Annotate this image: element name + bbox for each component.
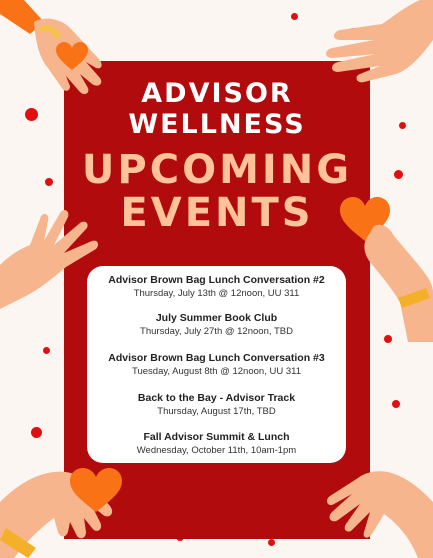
event-item [87, 352, 346, 378]
hand-icon [318, 462, 433, 558]
event-item [87, 312, 346, 338]
heart-icon [56, 42, 88, 72]
hand-icon [310, 0, 433, 95]
event-name: Fall Advisor Summit & Lunch [143, 431, 290, 443]
subtitle-line-1: UPCOMING [81, 147, 353, 193]
event-date: Thursday, July 13th @ 12noon, UU 311 [133, 288, 300, 299]
hand-icon [0, 205, 110, 345]
event-name: Back to the Bay - Advisor Track [137, 392, 296, 404]
heart-icon [70, 468, 122, 514]
event-name: July Summer Book Club [155, 312, 278, 324]
decor-dot [291, 13, 298, 20]
title-line-1: ADVISOR [141, 78, 293, 109]
event-item [87, 431, 346, 457]
decor-dot [399, 122, 406, 129]
event-date: Tuesday, August 8th @ 12noon, UU 311 [132, 366, 301, 377]
decor-dot [43, 347, 50, 354]
events-card [87, 266, 346, 463]
decor-dot [392, 400, 400, 408]
event-name: Advisor Brown Bag Lunch Conversation #3 [108, 352, 325, 364]
event-item [87, 274, 346, 300]
event-date: Thursday, July 27th @ 12noon, TBD [140, 326, 293, 337]
event-name: Advisor Brown Bag Lunch Conversation #2 [108, 274, 325, 286]
subtitle-line-2: EVENTS [120, 190, 314, 236]
hand-icon [360, 222, 433, 342]
event-date: Thursday, August 17th, TBD [157, 406, 276, 417]
decor-dot [394, 170, 403, 179]
decor-dot [31, 427, 42, 438]
event-item [87, 392, 346, 418]
decor-dot [45, 178, 53, 186]
event-date: Wednesday, October 11th, 10am-1pm [136, 445, 297, 456]
title-line-2: WELLNESS [128, 109, 306, 140]
decor-dot [268, 539, 275, 546]
